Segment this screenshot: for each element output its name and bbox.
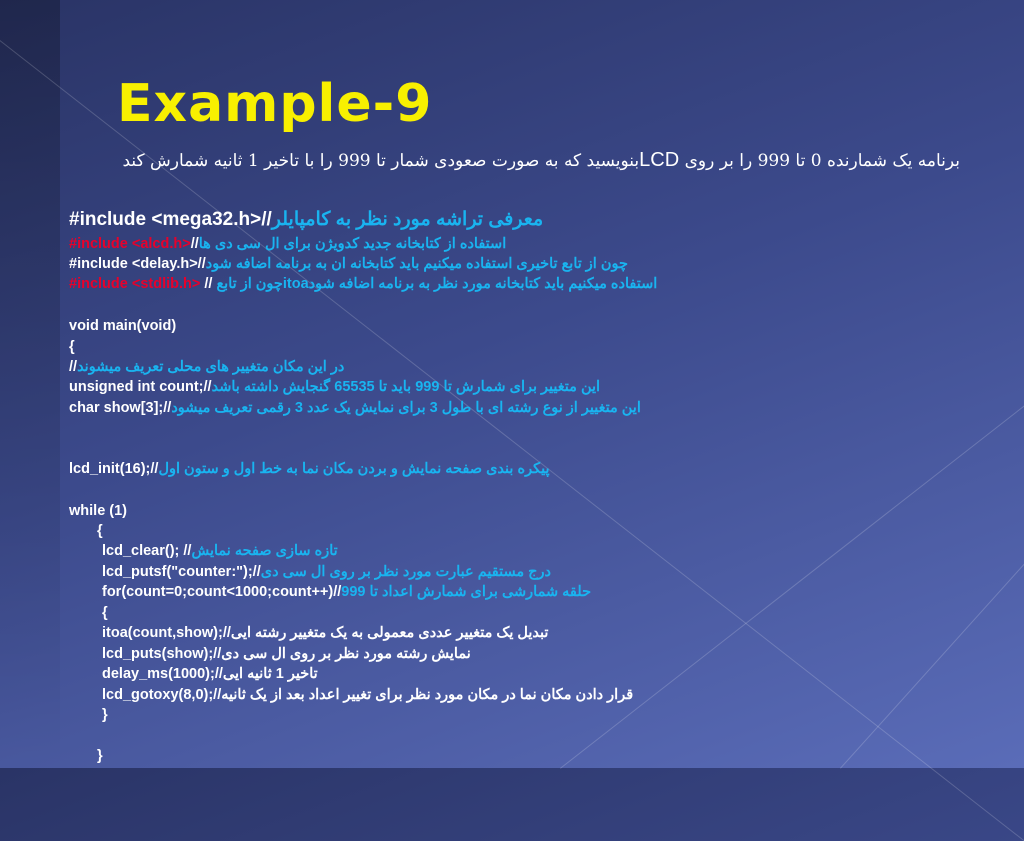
code-line-9: char show[3];//این متغییر از نوع رشته ای با طول 3 برای نمایش یک عدد 3 رقمی تعریف میشود — [69, 400, 641, 416]
code-line-1: #include <mega32.h>//معرفی تراشه مورد نظر به کامپایلر — [69, 209, 544, 230]
code-line-15: for(count=0;count<1000;count++)//حلقه شمارشی برای شمارش اعداد تا 999 — [102, 584, 592, 600]
code-line-8: unsigned int count;//این متغییر برای شمارش تا 999 باید تا 65535 گنجایش داشته باشد — [69, 379, 601, 395]
subtitle-lcd: LCD — [639, 149, 680, 171]
subtitle-part1: برنامه یک شمارنده 0 تا 999 را بر روی — [679, 151, 960, 171]
code-line-3: #include <delay.h>//چون از تابع تاخیری استفاده میکنیم باید کتابخانه ان به برنامه اضافه شود — [69, 256, 628, 272]
code-line-13: lcd_clear(); //تازه سازی صفحه نمایش — [102, 543, 338, 559]
code-line-20: lcd_gotoxy(8,0);//قرار دادن مکان نما در مکان مورد نظر برای تغییر اعداد بعد از یک ثانیه — [102, 687, 634, 703]
slide-left-shade — [0, 0, 60, 768]
code-line-19: delay_ms(1000);//تاخیر 1 ثانیه ایی — [102, 666, 318, 682]
code-line-10: lcd_init(16);//پیکره بندی صفحه نمایش و بردن مکان نما به خط اول و ستون اول — [69, 461, 550, 477]
subtitle-part2: بنویسید که به صورت صعودی شمار تا 999 را با تاخیر 1 ثانیه شمارش کند — [122, 151, 640, 171]
code-line-4: #include <stdlib.h> // استفاده میکنیم باید کتابخانه مورد نظر به برنامه اضافه شودitoaچون از تابع — [69, 276, 658, 292]
code-line-14: lcd_putsf("counter:");//درج مستقیم عبارت مورد نظر بر روی ال سی دی — [102, 564, 552, 580]
code-line-17: itoa(count,show);//تبدیل یک متغییر عددی معمولی به یک متغییر رشته ایی — [102, 625, 549, 641]
code-line-6: { — [69, 339, 75, 355]
code-line-11: while (1) — [69, 503, 128, 519]
code-line-16: { — [102, 605, 108, 621]
decorative-line — [840, 471, 1024, 769]
slide-title: Example-9 — [117, 74, 433, 134]
code-line-5: void main(void) — [69, 318, 177, 334]
decorative-line — [560, 386, 1024, 768]
code-line-22: } — [97, 748, 103, 764]
slide-subtitle — [80, 146, 960, 175]
code-line-2: #include <alcd.h>//استفاده از کتابخانه جدید کدویژن برای ال سی دی ها — [69, 236, 507, 252]
code-line-12: { — [97, 523, 103, 539]
code-line-18: lcd_puts(show);//نمایش رشته مورد نظر بر روی ال سی دی — [102, 646, 471, 662]
code-line-21: } — [102, 707, 108, 723]
code-line-7: //در این مکان متغییر های محلی تعریف میشوند — [69, 359, 345, 375]
